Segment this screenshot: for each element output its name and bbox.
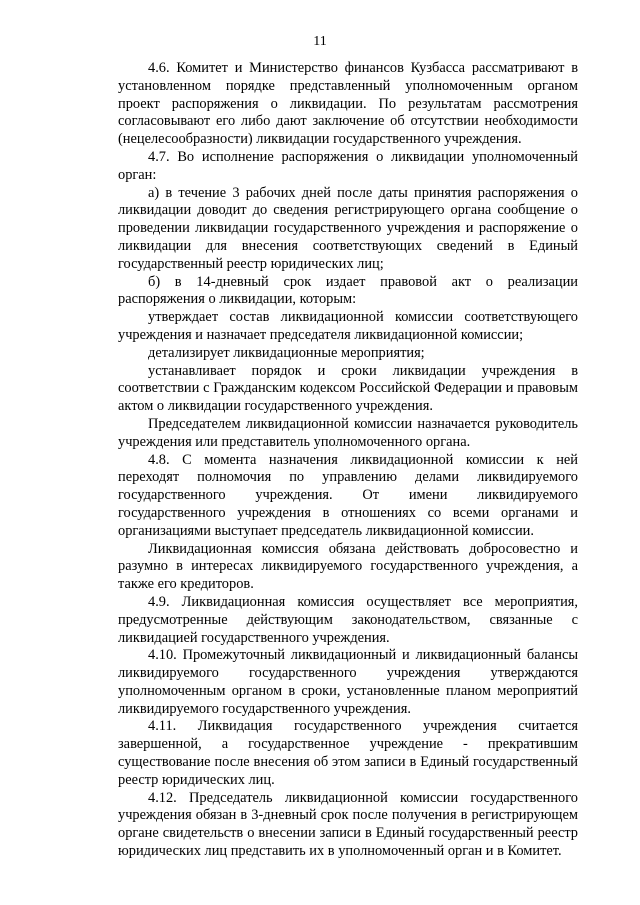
paragraph-procedure-terms: устанавливает порядок и сроки ликвидации учреждения в соответствии с Гражданским кодексом Российской Федерации и правовым актом о ликвидации государственного учреждения. bbox=[118, 362, 578, 415]
paragraph-4-9: 4.9. Ликвидационная комиссия осуществляет все мероприятия, предусмотренные действующим законодательством, связанные с ликвидацией государственного учреждения. bbox=[118, 593, 578, 646]
paragraph-detail-measures: детализирует ликвидационные мероприятия; bbox=[148, 344, 425, 361]
paragraph-4-6: 4.6. Комитет и Министерство финансов Кузбасса рассматривают в установленном порядке представленный уполномоченным органом проект распоряжения о ликвидации. По результатам рассмотрения согласовывают его либо дают заключение об отсутствии необходимости (нецелесообразности) ликвидации государственного учреждения. bbox=[118, 60, 578, 148]
page-number: 11 bbox=[313, 34, 327, 49]
paragraph-4-8: 4.8. С момента назначения ликвидационной комиссии к ней переходят полномочия по управлению делами ликвидируемого государственного учреждения. От имени ликвидируемого государственного учреждения в отношениях со всеми органами и организациями выступает председатель ликвидационной комиссии. bbox=[118, 451, 578, 539]
paragraph-commission-composition: утверждает состав ликвидационной комиссии соответствующего учреждения и назначает председателя ликвидационной комиссии; bbox=[118, 309, 578, 343]
paragraph-4-11: 4.11. Ликвидация государственного учреждения считается завершенной, а государственное учреждение - прекратившим существование после внесения об этом записи в Единый государственный реестр юридических лиц. bbox=[118, 718, 578, 788]
paragraph-4-12: 4.12. Председатель ликвидационной комиссии государственного учреждения обязан в 3-дневный срок после получения в регистрирующем органе свидетельств о внесении записи в Единый государственный реестр юридических лиц представить их в уполномоченный орган и в Комитет. bbox=[118, 789, 578, 860]
paragraph-4-7-a: а) в течение 3 рабочих дней после даты принятия распоряжения о ликвидации доводит до сведения регистрирующего органа сообщение о проведении ликвидации государственного учреждения и распоряжение о ликвидации для внесения соответствующих сведений в Единый государственный реестр юридических лиц; bbox=[118, 184, 578, 272]
paragraph-4-10: 4.10. Промежуточный ликвидационный и ликвидационный балансы ликвидируемого государственного учреждения утверждаются уполномоченным органом в сроки, установленные планом мероприятий ликвидируемого государственного учреждения. bbox=[118, 647, 578, 717]
paragraph-4-7-b: б) в 14-дневный срок издает правовой акт о реализации распоряжения о ликвидации, которым: bbox=[118, 273, 578, 308]
paragraph-chairman: Председателем ликвидационной комиссии назначается руководитель учреждения или представитель уполномоченного органа. bbox=[118, 415, 578, 450]
document-body bbox=[118, 60, 578, 861]
paragraph-commission-duty: Ликвидационная комиссия обязана действовать добросовестно и разумно в интересах ликвидируемого государственного учреждения, а также его кредиторов. bbox=[118, 540, 578, 593]
paragraph-4-7: 4.7. Во исполнение распоряжения о ликвидации уполномоченный орган: bbox=[118, 148, 578, 183]
